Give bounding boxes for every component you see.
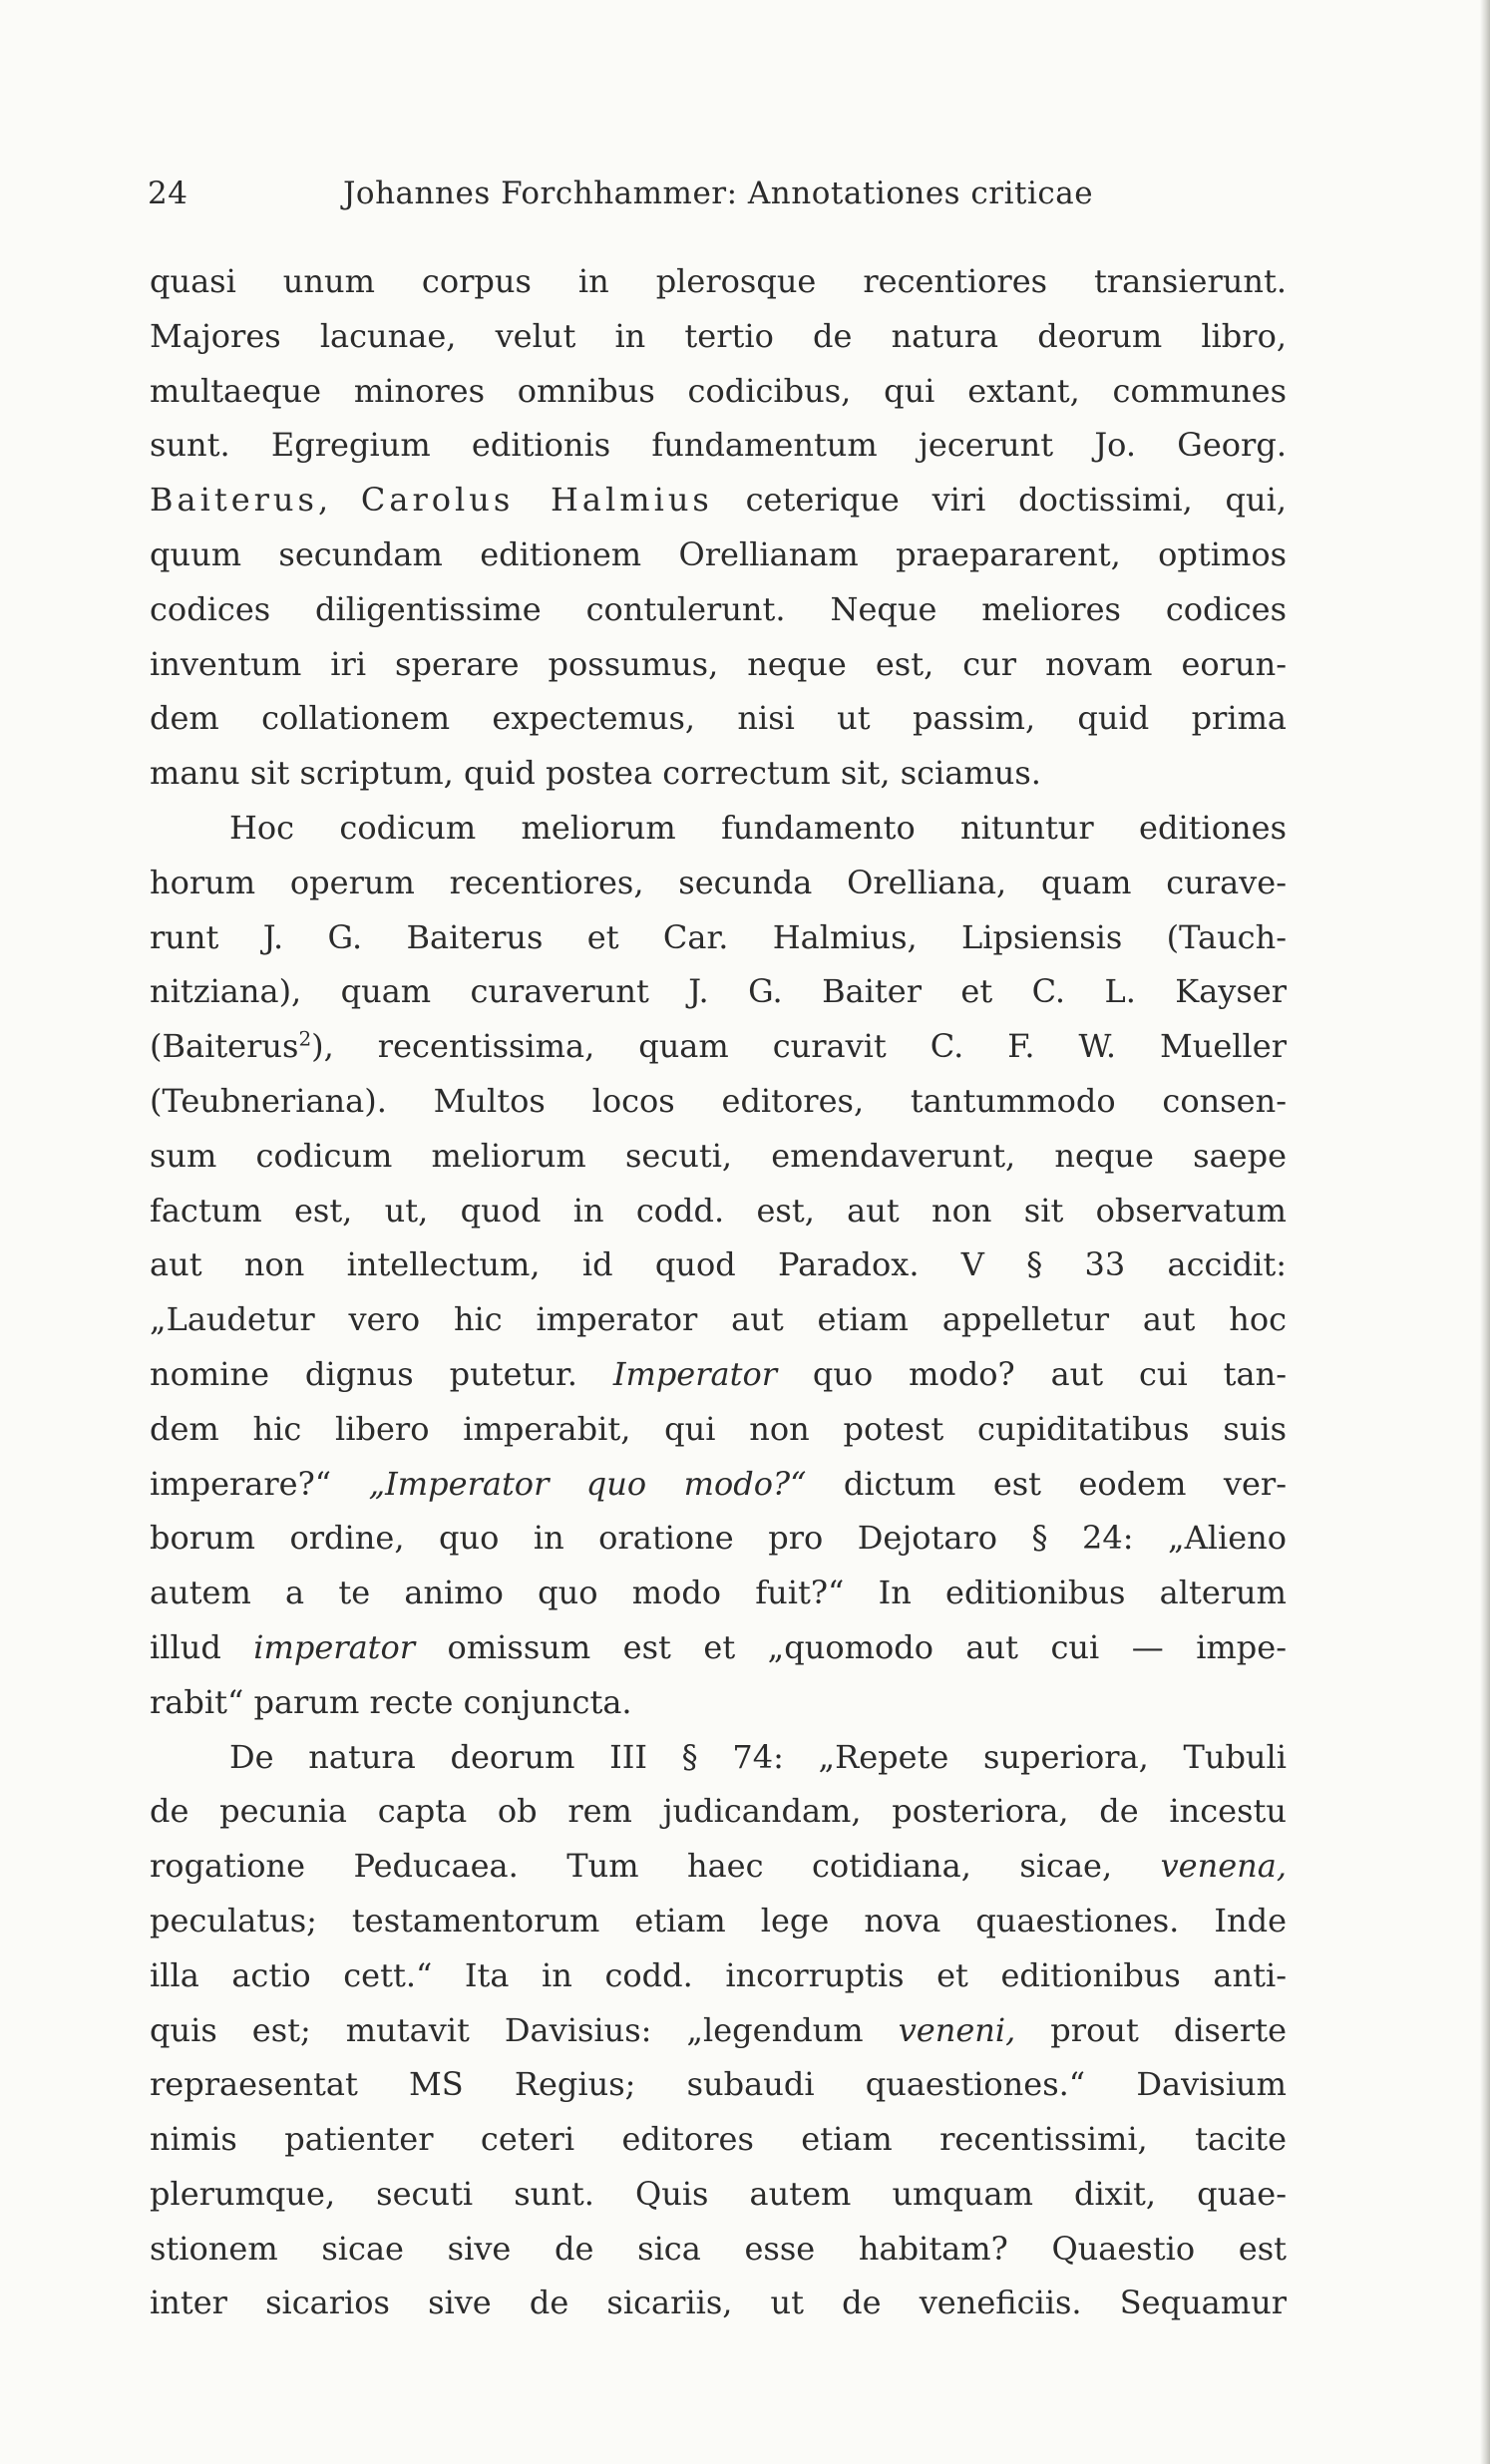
text-line: quasi unum corpus in plerosque recentiores transierunt. bbox=[150, 262, 1287, 300]
text-line: runt J. G. Baiterus et Car. Halmius, Lipsiensis (Tauch- bbox=[150, 917, 1287, 956]
spaced-name-baiterus: Baiterus bbox=[150, 481, 318, 520]
paragraph-2 bbox=[150, 801, 1287, 1730]
footnote-marker: 2 bbox=[298, 1026, 312, 1051]
text-line: Hoc codicum meliorum fundamento nituntur editiones bbox=[229, 808, 1287, 847]
text-line: De natura deorum III § 74: „Repete superiora, Tubuli bbox=[229, 1737, 1287, 1776]
text-line: de pecunia capta ob rem judicandam, posteriora, de incestu bbox=[150, 1792, 1287, 1831]
text-line: illud imperator omissum est et „quomodo aut cui — impe- bbox=[150, 1627, 1288, 1666]
text-line: sunt. Egregium editionis fundamentum jecerunt Jo. Georg. bbox=[150, 426, 1287, 465]
text-line: nitziana), quam curaverunt J. G. Baiter et C. L. Kayser bbox=[150, 972, 1287, 1011]
text-line: borum ordine, quo in oratione pro Dejotaro § 24: „Alieno bbox=[150, 1519, 1287, 1558]
text-line: plerumque, secuti sunt. Quis autem umquam dixit, quae- bbox=[150, 2174, 1287, 2213]
text-line: aut non intellectum, id quod Paradox. V § 33 accidit: bbox=[150, 1245, 1287, 1284]
text-line: quis est; mutavit Davisius: „legendum veneni, prout diserte bbox=[150, 2010, 1288, 2049]
text-line: (Teubneriana). Multos locos editores, tantummodo consen- bbox=[150, 1081, 1287, 1120]
text-line: inter sicarios sive de sicariis, ut de veneficiis. Sequamur bbox=[150, 2284, 1287, 2322]
text-line: nimis patienter ceteri editores etiam recentissimi, tacite bbox=[150, 2120, 1287, 2159]
text-line: horum operum recentiores, secunda Orelliana, quam curave- bbox=[150, 863, 1287, 901]
text-line: rogatione Peducaea. Tum haec cotidiana, sicae, venena, bbox=[150, 1847, 1287, 1886]
text-line: quum secundam editionem Orellianam praepararent, optimos bbox=[150, 534, 1287, 573]
text-line: illa actio cett.“ Ita in codd. incorruptis et editionibus anti- bbox=[150, 1955, 1287, 1994]
paragraph-1 bbox=[150, 254, 1287, 801]
text-line: Baiterus, Carolus Halmius ceterique viri doctissimi, qui, bbox=[150, 481, 1287, 520]
italic-term: venena, bbox=[1160, 1847, 1287, 1886]
text-line: autem a te animo quo modo fuit?“ In editionibus alterum bbox=[150, 1574, 1287, 1612]
text-line: dem collationem expectemus, nisi ut passim, quid prima bbox=[150, 699, 1287, 738]
text-line: sum codicum meliorum secuti, emendaverunt, neque saepe bbox=[150, 1136, 1287, 1175]
text-line: codices diligentissime contulerunt. Neque meliores codices bbox=[150, 589, 1287, 628]
text-line: manu sit scriptum, quid postea correctum sit, sciamus. bbox=[150, 754, 1041, 793]
text-line: „Laudetur vero hic imperator aut etiam appelletur aut hoc bbox=[150, 1300, 1287, 1339]
text-line: Majores lacunae, velut in tertio de natura deorum libro, bbox=[150, 316, 1287, 355]
italic-term: imperator bbox=[253, 1627, 416, 1666]
paragraph-3 bbox=[150, 1730, 1287, 2331]
italic-term: „Imperator quo modo?“ bbox=[368, 1464, 807, 1503]
page-number: 24 bbox=[148, 176, 188, 211]
text-body bbox=[150, 254, 1287, 2330]
running-title: Johannes Forchhammer: Annotationes criticae bbox=[343, 176, 1094, 211]
italic-term: veneni, bbox=[898, 2010, 1016, 2049]
text-line: peculatus; testamentorum etiam lege nova quaestiones. Inde bbox=[150, 1901, 1287, 1939]
text-line: repraesentat MS Regius; subaudi quaestiones.“ Davisium bbox=[150, 2065, 1287, 2104]
text-line: rabit“ parum recte conjuncta. bbox=[150, 1682, 632, 1721]
italic-term: Imperator bbox=[612, 1354, 778, 1393]
text-line: factum est, ut, quod in codd. est, aut non sit observatum bbox=[150, 1191, 1287, 1230]
text-line: dem hic libero imperabit, qui non potest cupiditatibus suis bbox=[150, 1409, 1287, 1448]
text-line: multaeque minores omnibus codicibus, qui extant, communes bbox=[150, 371, 1287, 410]
spaced-name-halmius: Carolus Halmius bbox=[360, 481, 713, 520]
text-line: imperare?“ „Imperator quo modo?“ dictum est eodem ver- bbox=[150, 1464, 1288, 1503]
text-line: (Baiterus$^2$), recentissima, quam curavit C. F. W. Mueller bbox=[150, 1026, 1287, 1066]
text-line: stionem sicae sive de sica esse habitam? Quaestio est bbox=[150, 2229, 1287, 2268]
page-edge-shadow bbox=[1480, 0, 1490, 2464]
text-line: inventum iri sperare possumus, neque est, cur novam eorun- bbox=[150, 644, 1287, 683]
text-line: nomine dignus putetur. Imperator quo modo? aut cui tan- bbox=[150, 1354, 1288, 1393]
